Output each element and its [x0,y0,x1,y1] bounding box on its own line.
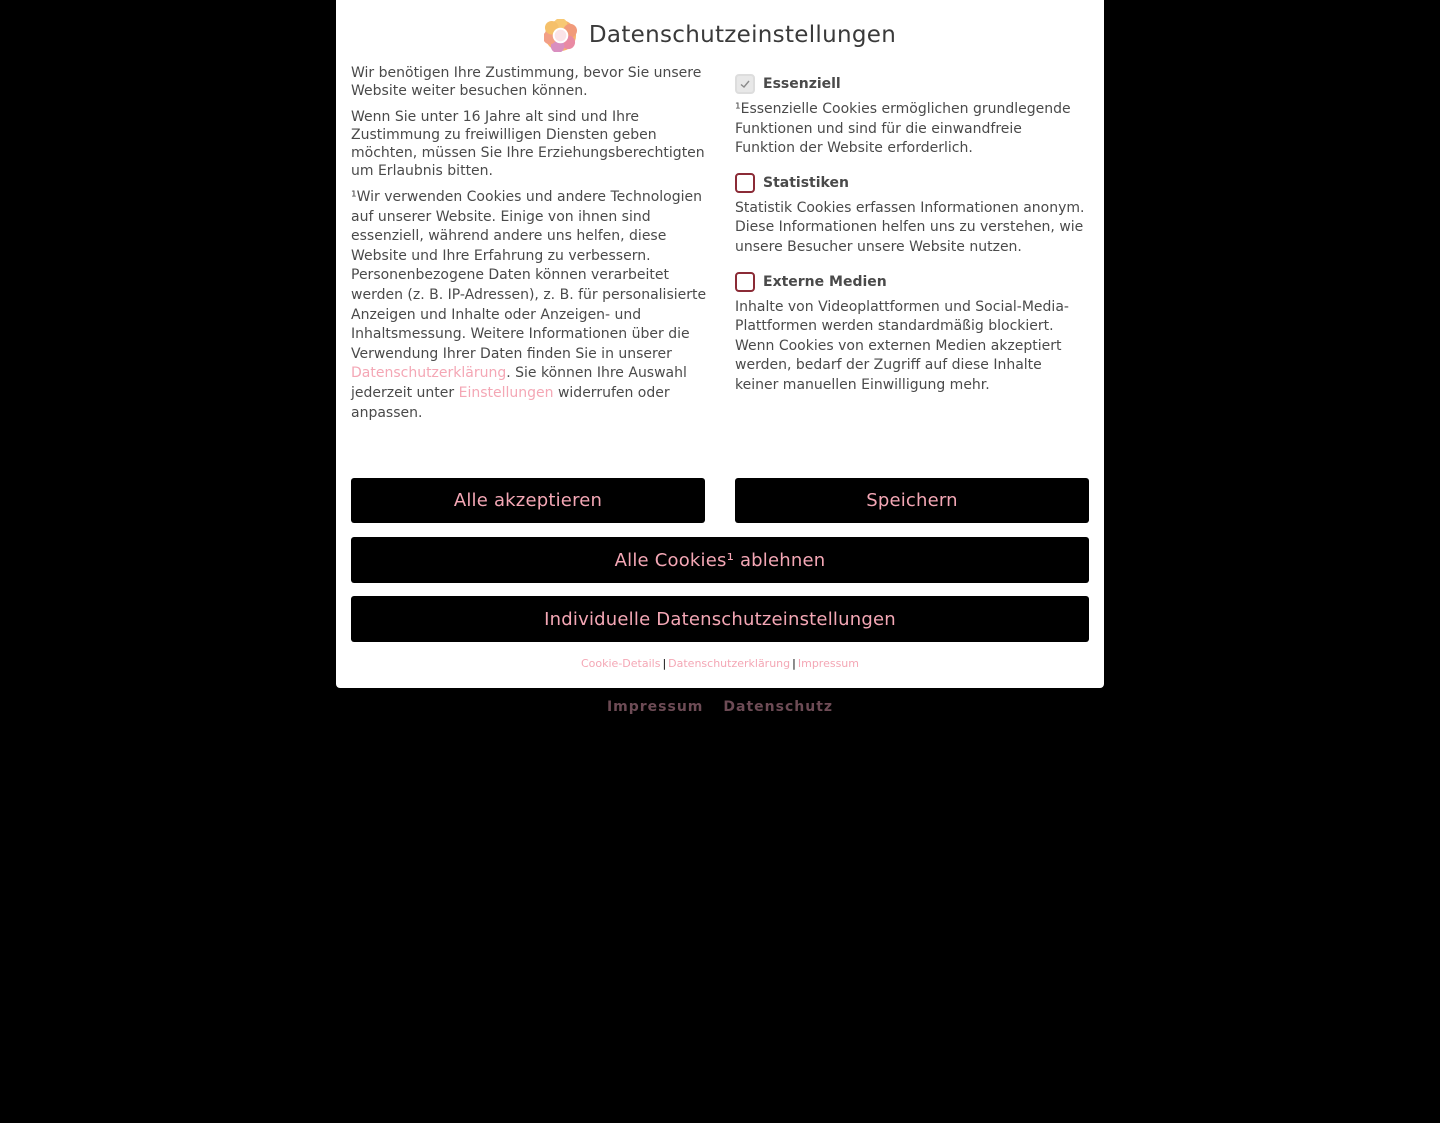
statistics-checkbox[interactable] [735,173,755,193]
footer-separator: | [662,657,667,670]
cookie-group-external-media [735,272,1085,396]
footer-separator: | [792,657,796,670]
intro-p3-text-b: . Sie können Ihre Auswahl jederzeit unter [351,365,687,401]
intro-text [351,64,707,423]
footer-imprint-link[interactable]: Impressum [797,657,859,670]
intro-paragraph-1: Wir benötigen Ihre Zustimmung, bevor Sie unsere Website weiter besuchen können. [351,65,702,99]
modal-footer-links [336,656,1104,672]
modal-title: Datenschutzeinstellungen [588,22,897,48]
individual-settings-button[interactable]: Individuelle Datenschutzeinstellungen [351,596,1089,642]
external-media-checkbox[interactable] [735,272,755,292]
group-head-essential [735,74,1085,94]
cookie-group-essential [735,74,1085,159]
cookie-groups [735,74,1085,410]
reject-all-button[interactable]: Alle Cookies¹ ablehnen [351,537,1089,583]
check-icon [739,78,751,90]
settings-link[interactable]: Einstellungen [458,384,554,401]
group-head-external-media [735,272,1085,292]
modal-header [336,18,1104,52]
intro-paragraph-3 [351,188,707,423]
page-imprint-link[interactable]: Impressum [606,699,704,715]
group-head-statistics [735,173,1085,193]
page-privacy-link[interactable]: Datenschutz [723,699,834,715]
footer-privacy-link[interactable]: Datenschutzerklärung [668,657,791,670]
external-media-label: Externe Medien [763,273,887,290]
statistics-description: Statistik Cookies erfassen Informationen anonym. Diese Informationen helfen uns zu verstehen, wie unsere Besucher unsere Website nutzen. [735,199,1085,255]
intro-p3-text-a: ¹Wir verwenden Cookies und andere Technologien auf unserer Website. Einige von ihnen sind essenziell, während andere uns helfen, diese Website und Ihre Erfahrung zu verbessern. Personenbezogene Daten können verarbeitet werden (z. B. IP-Adressen), z. B. für personalisierte Anzeigen und Inhalte oder Anzeigen- und Inhaltsmessung. Weitere Informationen über die Verwendung Ihrer Daten finden Sie in unserer [351,189,707,362]
accept-all-button[interactable]: Alle akzeptieren [351,478,705,523]
external-media-description: Inhalte von Videoplattformen und Social-Media-Plattformen werden standardmäßig blockiert. Wenn Cookies von externen Medien akzeptiert werden, bedarf der Zugriff auf diese Inhalte keiner manuellen Einwilligung mehr. [735,298,1069,393]
cookie-details-link[interactable]: Cookie-Details [580,657,661,670]
essential-description: ¹Essenzielle Cookies ermöglichen grundlegende Funktionen und sind für die einwandfreie Funktion der Website erforderlich. [735,101,1071,157]
page-footer-links [0,699,1440,715]
statistics-label: Statistiken [763,174,849,191]
flower-logo-icon [544,19,577,52]
privacy-settings-modal [336,0,1104,688]
essential-checkbox[interactable] [735,74,755,94]
intro-paragraph-2: Wenn Sie unter 16 Jahre alt sind und Ihre Zustimmung zu freiwilligen Diensten geben möchten, müssen Sie Ihre Erziehungsberechtigten um Erlaubnis bitten. [351,109,705,179]
privacy-policy-link[interactable]: Datenschutzerklärung [351,365,507,382]
intro-p3-text-c: widerrufen oder anpassen. [351,384,670,421]
essential-label: Essenziell [763,76,841,92]
save-button[interactable]: Speichern [735,478,1089,523]
cookie-group-statistics [735,173,1085,258]
